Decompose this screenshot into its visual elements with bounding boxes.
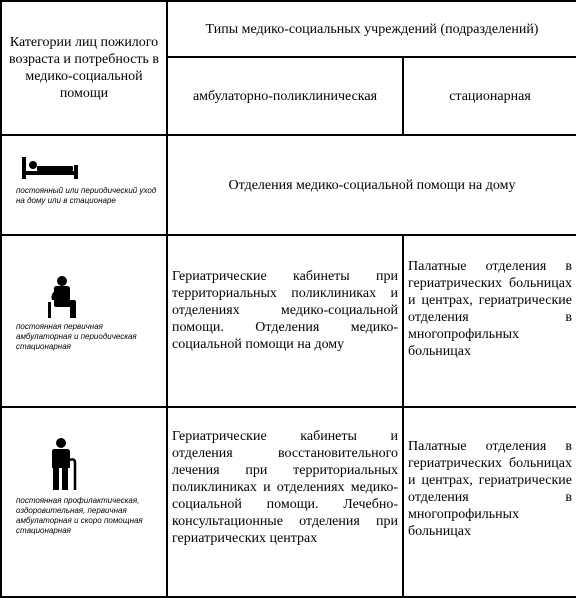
bedridden-person-icon [22,157,78,179]
category-cell-bedridden [1,135,167,235]
category-cell-standing [1,407,167,597]
table-row [1,407,576,597]
header-categories-label: Категории лиц пожилого возраста и потребность в медико-социальной помощи [8,35,160,101]
ambulatory-service-cell [167,407,403,597]
category-label-seated: постоянная первичная амбулаторная и периодическая стационарная [16,322,137,351]
stationary-service-cell [403,407,576,597]
table-row [1,135,576,235]
header-categories-cell [1,1,167,135]
category-cell-seated [1,235,167,407]
header-types-cell [167,1,576,57]
header-stationary-cell [403,57,576,135]
header-ambulatory-cell [167,57,403,135]
merged-service-cell [167,135,576,235]
seated-person-icon [48,276,78,318]
home-care-text: Отделения медико-социальной помощи на дому [228,177,516,193]
header-types-label: Типы медико-социальных учреждений (подразделений) [205,21,539,37]
standing-person-cane-icon [48,438,78,490]
category-label-standing: постоянная профилактическая, оздоровительная, первичная амбулаторная и скоро помощная стационарная [16,496,143,535]
stationary-service-cell [403,235,576,407]
category-label-bedridden: постоянный или периодический уход на дому или в стационаре [16,186,157,205]
ambulatory-service-cell [167,235,403,407]
header-ambulatory-label: амбулаторно-поликлиническая [192,88,378,104]
header-stationary-label: стационарная [449,88,531,104]
ambulatory-text: Гериатрические кабинеты и отделения восстановительного лечения при территориальных поликлиниках и отделениях медико-социальной помощи. Лечебно-консультационные отделения при гериатрических центрах [172,429,398,546]
ambulatory-text: Гериатрические кабинеты при территориальных поликлиниках и отделениях медико-социальной помощи. Отделения медико-социальной помощи на дому [172,269,398,352]
stationary-text: Палатные отделения в гериатрических больницах и центрах, гериатрические отделения в многопрофильных больницах [408,439,572,539]
stationary-text: Палатные отделения в гериатрических больницах и центрах, гериатрические отделения в многопрофильных больницах [408,259,572,359]
table-row [1,235,576,407]
